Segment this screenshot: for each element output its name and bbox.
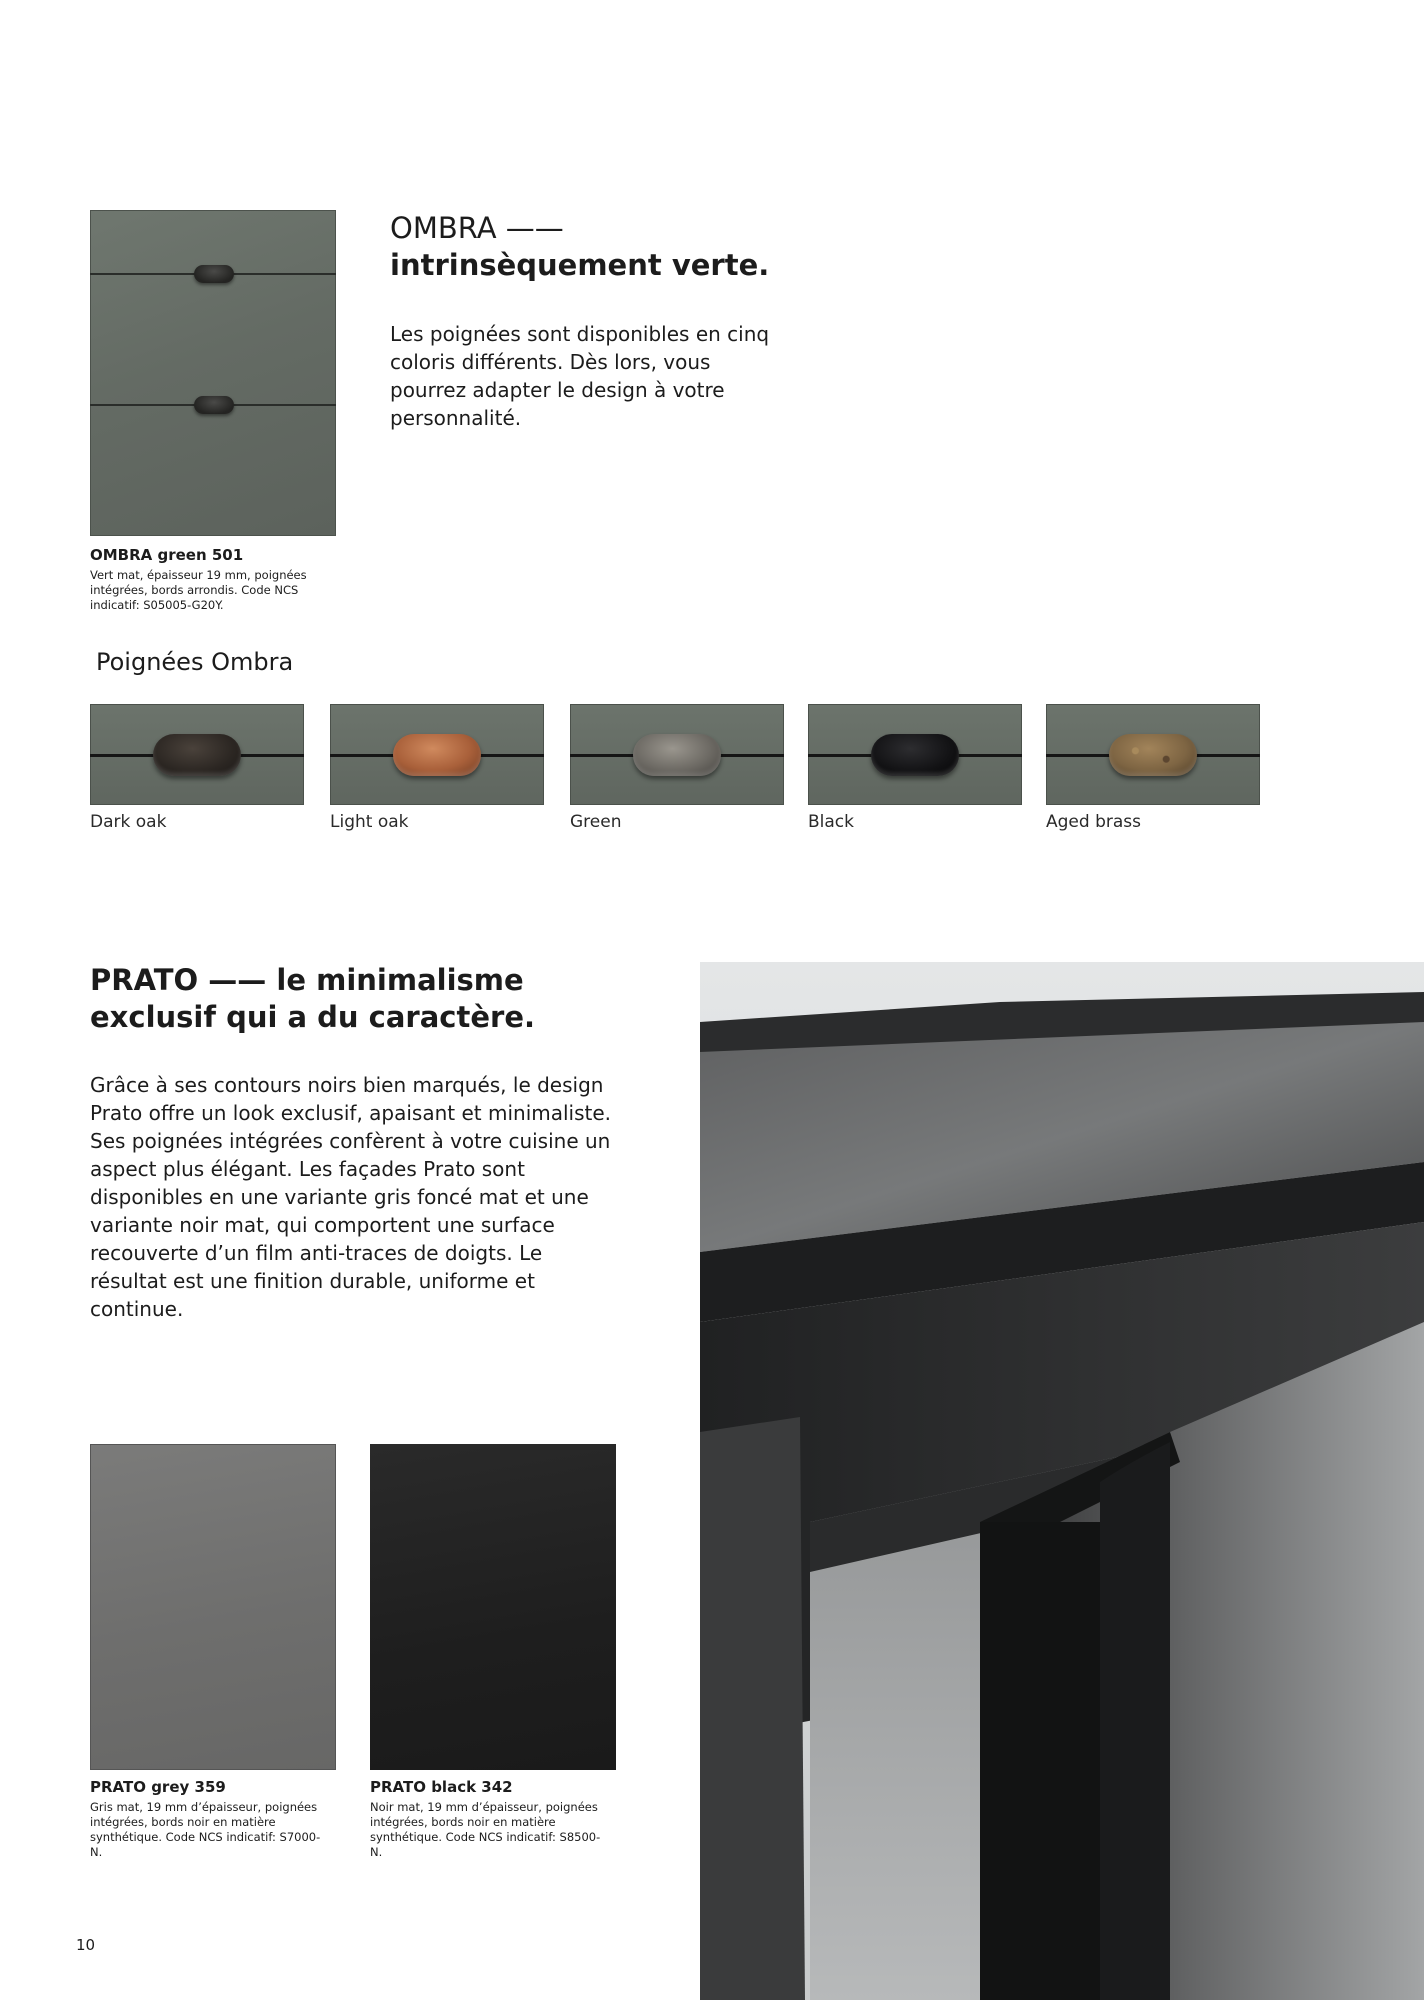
drawer-handle [194,396,234,414]
prato-black-caption [370,1778,610,1860]
handle-light-oak [393,734,481,776]
prato-black-caption-text: Noir mat, 19 mm d’épaisseur, poignées intégrées, bords noir en matière synthétique. Code NCS indicatif: S8500-N. [370,1800,601,1859]
ombra-heading-line1: OMBRA —— [390,211,564,245]
handle-aged-brass [1109,734,1197,776]
ombra-caption [90,546,330,613]
ombra-description: Les poignées sont disponibles en cinq coloris différents. Dès lors, vous pourrez adapter le design à votre personnalité. [390,322,770,430]
ombra-heading-line2: intrinsèquement verte. [390,248,770,282]
handle-dark-oak [153,734,241,776]
prato-grey-caption [90,1778,330,1860]
prato-black-caption-title: PRATO black 342 [370,1778,513,1796]
handle-label-black: Black [808,812,854,832]
handle-green [633,734,721,776]
prato-description: Grâce à ses contours noirs bien marqués, le design Prato offre un look exclusif, apaisant et minimaliste. Ses poignées intégrées confèrent à votre cuisine un aspect plus élégant. Les façades Prato sont disponibles en une variante gris foncé mat et une variante noir mat, qui comportent une surface recouverte d’un film anti-traces de doigts. Le résultat est une finition durable, uniforme et continue. [90,1073,612,1321]
prato-grey-caption-text: Gris mat, 19 mm d’épaisseur, poignées intégrées, bords noir en matière synthétique. Code NCS indicatif: S7000-N. [90,1800,321,1859]
ombra-heading [390,210,810,284]
ombra-caption-text: Vert mat, épaisseur 19 mm, poignées intégrées, bords arrondis. Code NCS indicatif: S05005-G20Y. [90,568,307,612]
prato-grey-caption-title: PRATO grey 359 [90,1778,226,1796]
handle-swatch-aged-brass [1046,704,1260,805]
handle-swatch-dark-oak [90,704,304,805]
prato-grey-swatch [90,1444,336,1770]
handle-black [871,734,959,776]
handle-label-aged-brass: Aged brass [1046,812,1141,832]
handle-label-green: Green [570,812,622,832]
handle-swatch-light-oak [330,704,544,805]
page-number: 10 [76,1936,96,1954]
handle-swatch-black [808,704,1022,805]
handle-label-dark-oak: Dark oak [90,812,167,832]
ombra-green-photo [90,210,336,536]
prato-black-swatch [370,1444,616,1770]
ombra-caption-title: OMBRA green 501 [90,546,244,564]
handles-heading: Poignées Ombra [96,648,294,676]
handle-swatch-green [570,704,784,805]
prato-kitchen-photo [700,962,1424,2000]
kitchen-drawer-illustration [700,962,1424,2000]
drawer-handle [194,265,234,283]
handle-label-light-oak: Light oak [330,812,409,832]
prato-heading: PRATO —— le minimalisme exclusif qui a du caractère. [90,963,536,1034]
